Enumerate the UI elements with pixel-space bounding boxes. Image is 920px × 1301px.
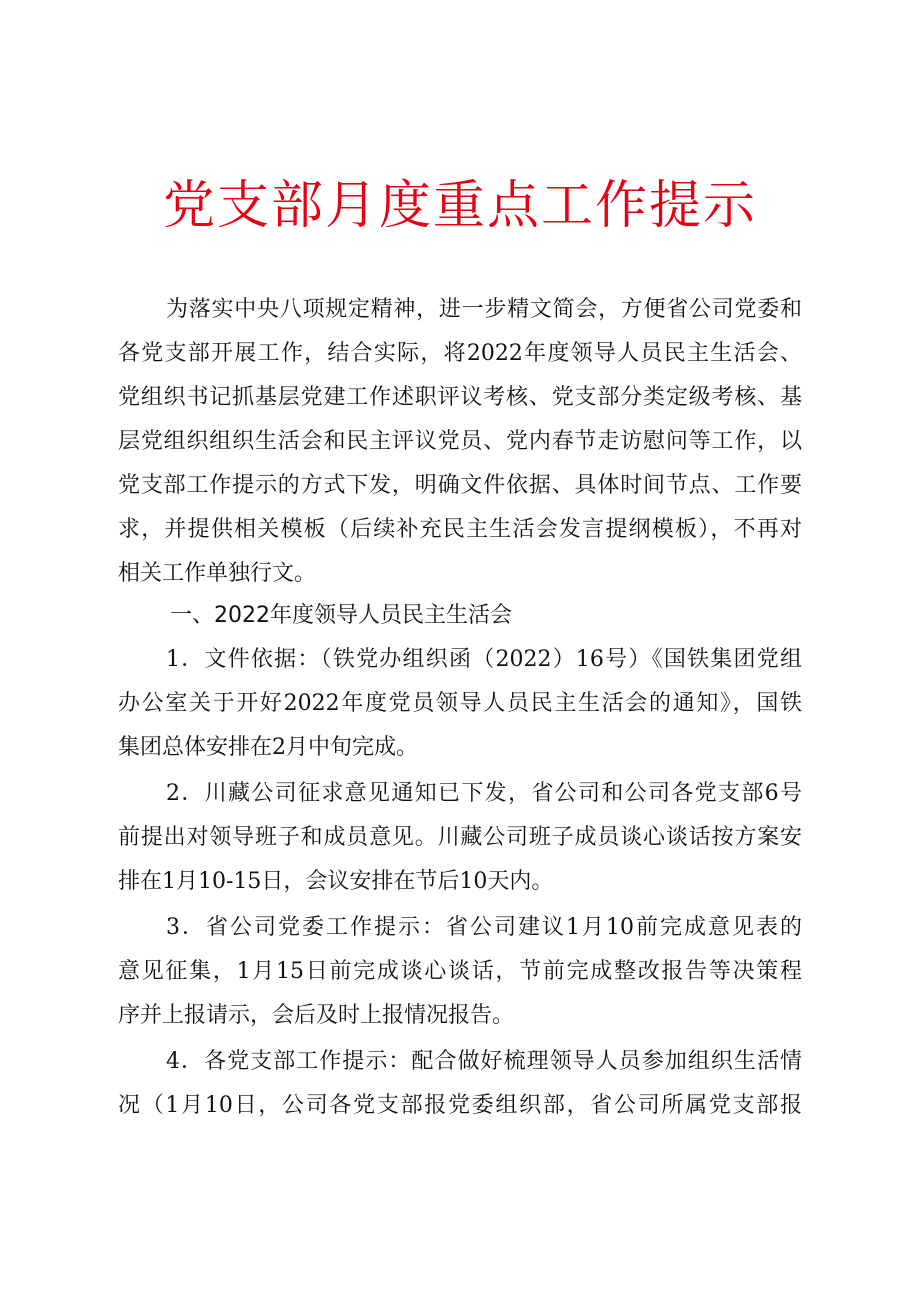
paragraph-line: 求，并提供相关模板（后续补充民主生活会发言提纲模板），不再对 [118, 517, 802, 542]
list-item [118, 638, 802, 770]
paragraph-line: 1．文件依据：（铁党办组织函（2022）16号）《国铁集团党组 [166, 647, 802, 672]
paragraph-line: 相关工作单独行文。 [118, 561, 317, 586]
document-body [118, 288, 802, 1128]
paragraph-line: 况（1月10日，公司各党支部报党委组织部，省公司所属党支部报 [118, 1093, 802, 1118]
list-item [118, 1040, 802, 1128]
paragraph-line: 集团总体安排在2月中旬完成。 [118, 735, 418, 760]
paragraph-line: 层党组织组织生活会和民主评议党员、党内春节走访慰问等工作，以 [118, 429, 802, 454]
intro-paragraph [118, 288, 802, 596]
paragraph-line: 排在1月10-15日，会议安排在节后10天内。 [118, 869, 554, 894]
paragraph-line: 序并上报请示，会后及时上报情况报告。 [118, 1003, 515, 1028]
paragraph-line: 意见征集，1月15日前完成谈心谈话，节前完成整改报告等决策程 [118, 959, 802, 984]
paragraph-line: 办公室关于开好2022年度党员领导人员民主生活会的通知》，国铁 [118, 691, 802, 716]
paragraph-line: 各党支部开展工作，结合实际，将2022年度领导人员民主生活会、 [118, 341, 802, 366]
paragraph-line: 前提出对领导班子和成员意见。川藏公司班子成员谈心谈话按方案安 [118, 825, 802, 850]
paragraph-line: 党组织书记抓基层党建工作述职评议考核、党支部分类定级考核、基 [118, 385, 802, 410]
paragraph-line: 党支部工作提示的方式下发，明确文件依据、具体时间节点、工作要 [118, 473, 802, 498]
list-item [118, 772, 802, 904]
document-title: 党支部月度重点工作提示 [162, 176, 757, 236]
paragraph-line: 2．川藏公司征求意见通知已下发，省公司和公司各党支部6号 [166, 781, 802, 806]
paragraph-line: 4．各党支部工作提示：配合做好梳理领导人员参加组织生活情 [166, 1049, 802, 1074]
paragraph-line: 为落实中央八项规定精神，进一步精文简会，方便省公司党委和 [166, 297, 802, 322]
section-heading: 一、2022年度领导人员民主生活会 [170, 603, 512, 628]
paragraph-line: 3．省公司党委工作提示：省公司建议1月10前完成意见表的 [166, 915, 802, 940]
list-item [118, 906, 802, 1038]
